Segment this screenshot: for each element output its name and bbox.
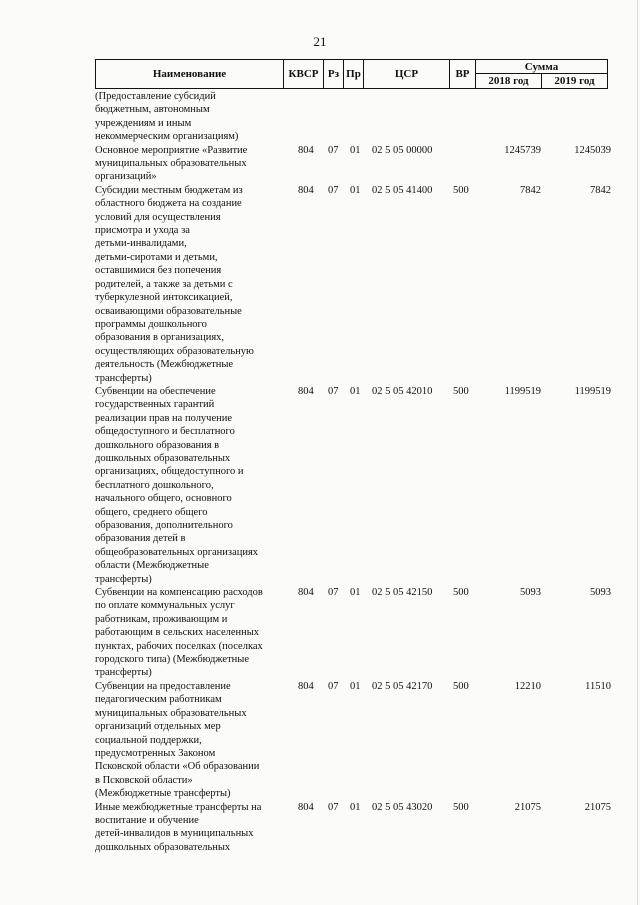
row-name: Иные межбюджетные трансферты на воспитание и обучение детей-инвалидов в муниципальных дошкольных образовательных xyxy=(95,801,262,853)
row-csr: 02 5 05 43020 xyxy=(372,801,433,813)
row-sum-2018: 21075 xyxy=(514,801,541,813)
row-pr: 01 xyxy=(350,385,361,397)
row-kvsr: 804 xyxy=(298,385,314,397)
header-year-2018: 2018 год xyxy=(476,74,542,88)
row-pr: 01 xyxy=(350,587,361,599)
table-row xyxy=(95,586,615,680)
row-kvsr: 804 xyxy=(298,587,314,599)
row-name: (Предоставление субсидий бюджетным, автономным учреждениям и иным некоммерческим организациям) xyxy=(95,91,239,143)
row-kvsr: 804 xyxy=(298,680,314,692)
row-rz: 07 xyxy=(328,385,339,397)
header-sum-block xyxy=(476,60,607,88)
table-body xyxy=(95,90,615,854)
table-row xyxy=(95,144,615,184)
row-vr: 500 xyxy=(453,801,469,813)
row-pr: 01 xyxy=(350,184,361,196)
row-csr: 02 5 05 42170 xyxy=(372,680,433,692)
table-header xyxy=(95,59,608,89)
row-sum-2019: 5093 xyxy=(590,587,611,599)
row-vr: 500 xyxy=(453,680,469,692)
row-rz: 07 xyxy=(328,680,339,692)
row-sum-2018: 5093 xyxy=(520,587,541,599)
header-kvsr: КВСР xyxy=(284,60,324,88)
row-pr: 01 xyxy=(350,144,361,156)
header-name: Наименование xyxy=(96,60,284,88)
scan-edge xyxy=(637,0,638,905)
row-csr: 02 5 05 42150 xyxy=(372,587,433,599)
row-sum-2018: 1199519 xyxy=(504,385,541,397)
row-rz: 07 xyxy=(328,184,339,196)
header-sum: Сумма xyxy=(476,60,607,74)
table-row xyxy=(95,385,615,586)
row-pr: 01 xyxy=(350,801,361,813)
row-vr: 500 xyxy=(453,385,469,397)
row-name: Субсидии местным бюджетам из областного бюджета на создание условий для осуществления присмотра и ухода за детьми-инвалидами, детьми-сиротами и детьми, оставшимися без попечения родителей, а также за детьми с туберкулезной интоксикацией, осваивающими образовательные программы дошкольного образования в организациях, осуществляющих образовательную деятельность (Межбюджетные трансферты) xyxy=(95,184,254,384)
row-sum-2019: 1199519 xyxy=(574,385,611,397)
row-sum-2019: 1245039 xyxy=(574,144,611,156)
header-year-2019: 2019 год xyxy=(554,75,595,87)
row-kvsr: 804 xyxy=(298,144,314,156)
header-vr: ВР xyxy=(450,60,476,88)
row-kvsr: 804 xyxy=(298,184,314,196)
row-kvsr: 804 xyxy=(298,801,314,813)
table-row xyxy=(95,90,615,144)
row-sum-2019: 11510 xyxy=(585,680,611,692)
row-sum-2018: 1245739 xyxy=(504,144,541,156)
row-rz: 07 xyxy=(328,144,339,156)
row-sum-2018: 12210 xyxy=(514,680,541,692)
header-pr: Пр xyxy=(344,60,364,88)
header-rz: Рз xyxy=(324,60,344,88)
row-name: Субвенции на обеспечение государственных гарантий реализации прав на получение общедоступного и бесплатного дошкольного образования в дошкольных образовательных организациях, общедоступного и бесплатного дошкольного, начального общего, основного общего, среднего общего образования, дополнительного образования детей в общеобразовательных организациях области (Межбюджетные трансферты) xyxy=(95,385,259,585)
row-vr: 500 xyxy=(453,587,469,599)
row-sum-2019: 7842 xyxy=(590,184,611,196)
page-number: 21 xyxy=(313,34,327,49)
row-rz: 07 xyxy=(328,587,339,599)
row-rz: 07 xyxy=(328,801,339,813)
row-sum-2019: 21075 xyxy=(584,801,611,813)
row-csr: 02 5 05 41400 xyxy=(372,184,433,196)
header-csr: ЦСР xyxy=(364,60,450,88)
table-row xyxy=(95,184,615,385)
row-name: Основное мероприятие «Развитие муниципальных образовательных организаций» xyxy=(95,144,248,183)
row-name: Субвенции на предоставление педагогическим работникам муниципальных образовательных организаций отдельных мер социальной поддержки, предусмотренных Законом Псковской области «Об образовании в Псковской области» (Межбюджетные трансферты) xyxy=(95,680,260,800)
row-csr: 02 5 05 00000 xyxy=(372,144,433,156)
row-sum-2018: 7842 xyxy=(520,184,541,196)
table-row xyxy=(95,680,615,801)
row-name: Субвенции на компенсацию расходов по оплате коммунальных услуг работникам, проживающим и работающим в сельских населенных пунктах, рабочих поселках (поселках городского типа) (Межбюджетные трансферты) xyxy=(95,587,263,679)
row-csr: 02 5 05 42010 xyxy=(372,385,433,397)
row-pr: 01 xyxy=(350,680,361,692)
row-vr: 500 xyxy=(453,184,469,196)
table-row xyxy=(95,801,615,855)
